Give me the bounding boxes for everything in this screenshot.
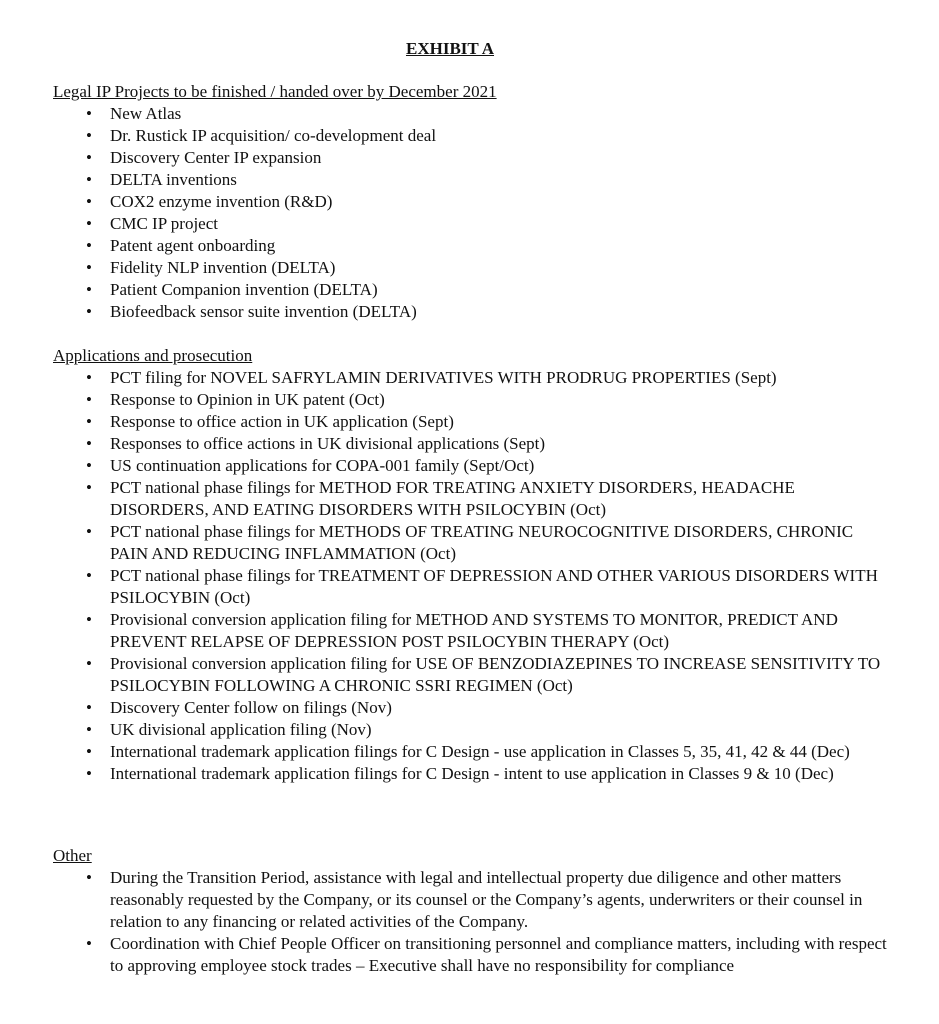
exhibit-title: EXHIBIT A: [405, 39, 495, 58]
list-item: • International trademark application filings for C Design - use application in Classes 5, 35, 41, 42 & 44 (Dec): [53, 741, 890, 763]
section-applications-prosecution: [53, 345, 881, 785]
list-item: • International trademark application filings for C Design - intent to use application in Classes 9 & 10 (Dec): [53, 763, 890, 785]
list-item: • US continuation applications for COPA-001 family (Sept/Oct): [53, 455, 890, 477]
list-item: • Response to office action in UK application (Sept): [53, 411, 890, 433]
list-item: • DELTA inventions: [53, 169, 853, 191]
list-item: • Provisional conversion application filing for METHOD AND SYSTEMS TO MONITOR, PREDICT AND PREVENT RELAPSE OF DEPRESSION POST PSILOCYBIN THERAPY (Oct): [53, 609, 890, 653]
list-item: • COX2 enzyme invention (R&D): [53, 191, 853, 213]
bullet-list: [53, 367, 881, 785]
list-item: • Patient Companion invention (DELTA): [53, 279, 853, 301]
list-item: • Coordination with Chief People Officer on transitioning personnel and compliance matters, including with respect to approving employee stock trades – Executive shall have no responsibility for compliance: [53, 933, 900, 977]
list-item: • New Atlas: [53, 103, 853, 125]
list-item: • PCT filing for NOVEL SAFRYLAMIN DERIVATIVES WITH PRODRUG PROPERTIES (Sept): [53, 367, 890, 389]
list-item: • Discovery Center follow on filings (Nov): [53, 697, 890, 719]
bullet-list: [53, 867, 887, 977]
list-item: • CMC IP project: [53, 213, 853, 235]
list-item: • Response to Opinion in UK patent (Oct): [53, 389, 890, 411]
list-item: • Responses to office actions in UK divisional applications (Sept): [53, 433, 890, 455]
bullet-list: [53, 103, 853, 323]
list-item: • Provisional conversion application filing for USE OF BENZODIAZEPINES TO INCREASE SENSITIVITY TO PSILOCYBIN FOLLOWING A CHRONIC SSRI REGIMEN (Oct): [53, 653, 890, 697]
section-heading: Applications and prosecution: [53, 346, 253, 365]
section-other: [53, 845, 887, 977]
section-legal-ip-projects: [53, 81, 853, 323]
list-item: • UK divisional application filing (Nov): [53, 719, 890, 741]
list-item: • Discovery Center IP expansion: [53, 147, 853, 169]
section-heading: Other: [53, 846, 92, 865]
list-item: • Dr. Rustick IP acquisition/ co-development deal: [53, 125, 853, 147]
list-item: • PCT national phase filings for METHODS OF TREATING NEUROCOGNITIVE DISORDERS, CHRONIC PAIN AND REDUCING INFLAMMATION (Oct): [53, 521, 890, 565]
section-heading: Legal IP Projects to be finished / handed over by December 2021: [53, 82, 497, 101]
list-item: • PCT national phase filings for TREATMENT OF DEPRESSION AND OTHER VARIOUS DISORDERS WITH PSILOCYBIN (Oct): [53, 565, 890, 609]
list-item: • Patent agent onboarding: [53, 235, 853, 257]
list-item: • Biofeedback sensor suite invention (DELTA): [53, 301, 853, 323]
list-item: • PCT national phase filings for METHOD FOR TREATING ANXIETY DISORDERS, HEADACHE DISORDERS, AND EATING DISORDERS WITH PSILOCYBIN (Oct): [53, 477, 890, 521]
list-item: • Fidelity NLP invention (DELTA): [53, 257, 853, 279]
list-item: • During the Transition Period, assistance with legal and intellectual property due diligence and other matters reasonably requested by the Company, or its counsel or the Company’s agents, underwriters or their counsel in relation to any financing or related activities of the Company.: [53, 867, 900, 933]
